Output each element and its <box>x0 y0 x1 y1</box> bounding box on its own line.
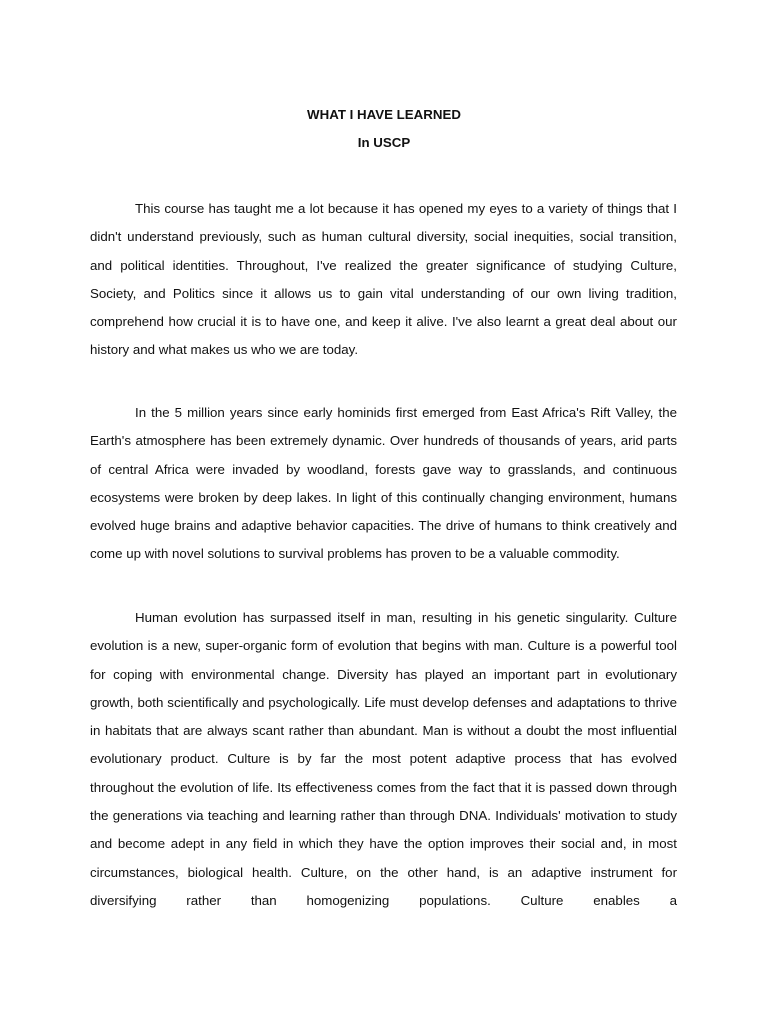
document-title: WHAT I HAVE LEARNED <box>307 107 461 122</box>
document-subtitle: In USCP <box>357 135 411 150</box>
paragraph-3: Human evolution has surpassed itself in man, resulting in his genetic singularity. Culture evolution is a new, super-organic form of evolution that begins with man. Culture is a powerful tool for coping with environmental change. Diversity has played an important part in evolutionary growth, both scientifically and psychologically. Life must develop defenses and adaptations to thrive in habitats that are always scant rather than abundant. Man is without a doubt the most influential evolutionary product. Culture is by far the most potent adaptive process that has evolved throughout the evolution of life. Its effectiveness comes from the fact that it is passed down through the generations via teaching and learning rather than through DNA. Individuals' motivation to study and become adept in any field in which they have the option improves their social and, in most circumstances, biological health. Culture, on the other hand, is an adaptive instrument for diversifying rather than homogenizing populations. Culture enables a <box>90 610 677 908</box>
paragraph-3-block <box>90 604 677 915</box>
paragraph-1-block <box>90 195 677 365</box>
paragraph-2-block <box>90 399 677 569</box>
paragraph-1: This course has taught me a lot because it has opened my eyes to a variety of things that I didn't understand previously, such as human cultural diversity, social inequities, social transition, and political identities. Throughout, I've realized the greater significance of studying Culture, Society, and Politics since it allows us to gain vital understanding of our own living tradition, comprehend how crucial it is to have one, and keep it alive. I've also learnt a great deal about our history and what makes us who we are today. <box>90 201 677 358</box>
paragraph-2: In the 5 million years since early hominids first emerged from East Africa's Rift Valley, the Earth's atmosphere has been extremely dynamic. Over hundreds of thousands of years, arid parts of central Africa were invaded by woodland, forests gave way to grasslands, and continuous ecosystems were broken by deep lakes. In light of this continually changing environment, humans evolved huge brains and adaptive behavior capacities. The drive of humans to think creatively and come up with novel solutions to survival problems has proven to be a valuable commodity. <box>90 405 677 562</box>
